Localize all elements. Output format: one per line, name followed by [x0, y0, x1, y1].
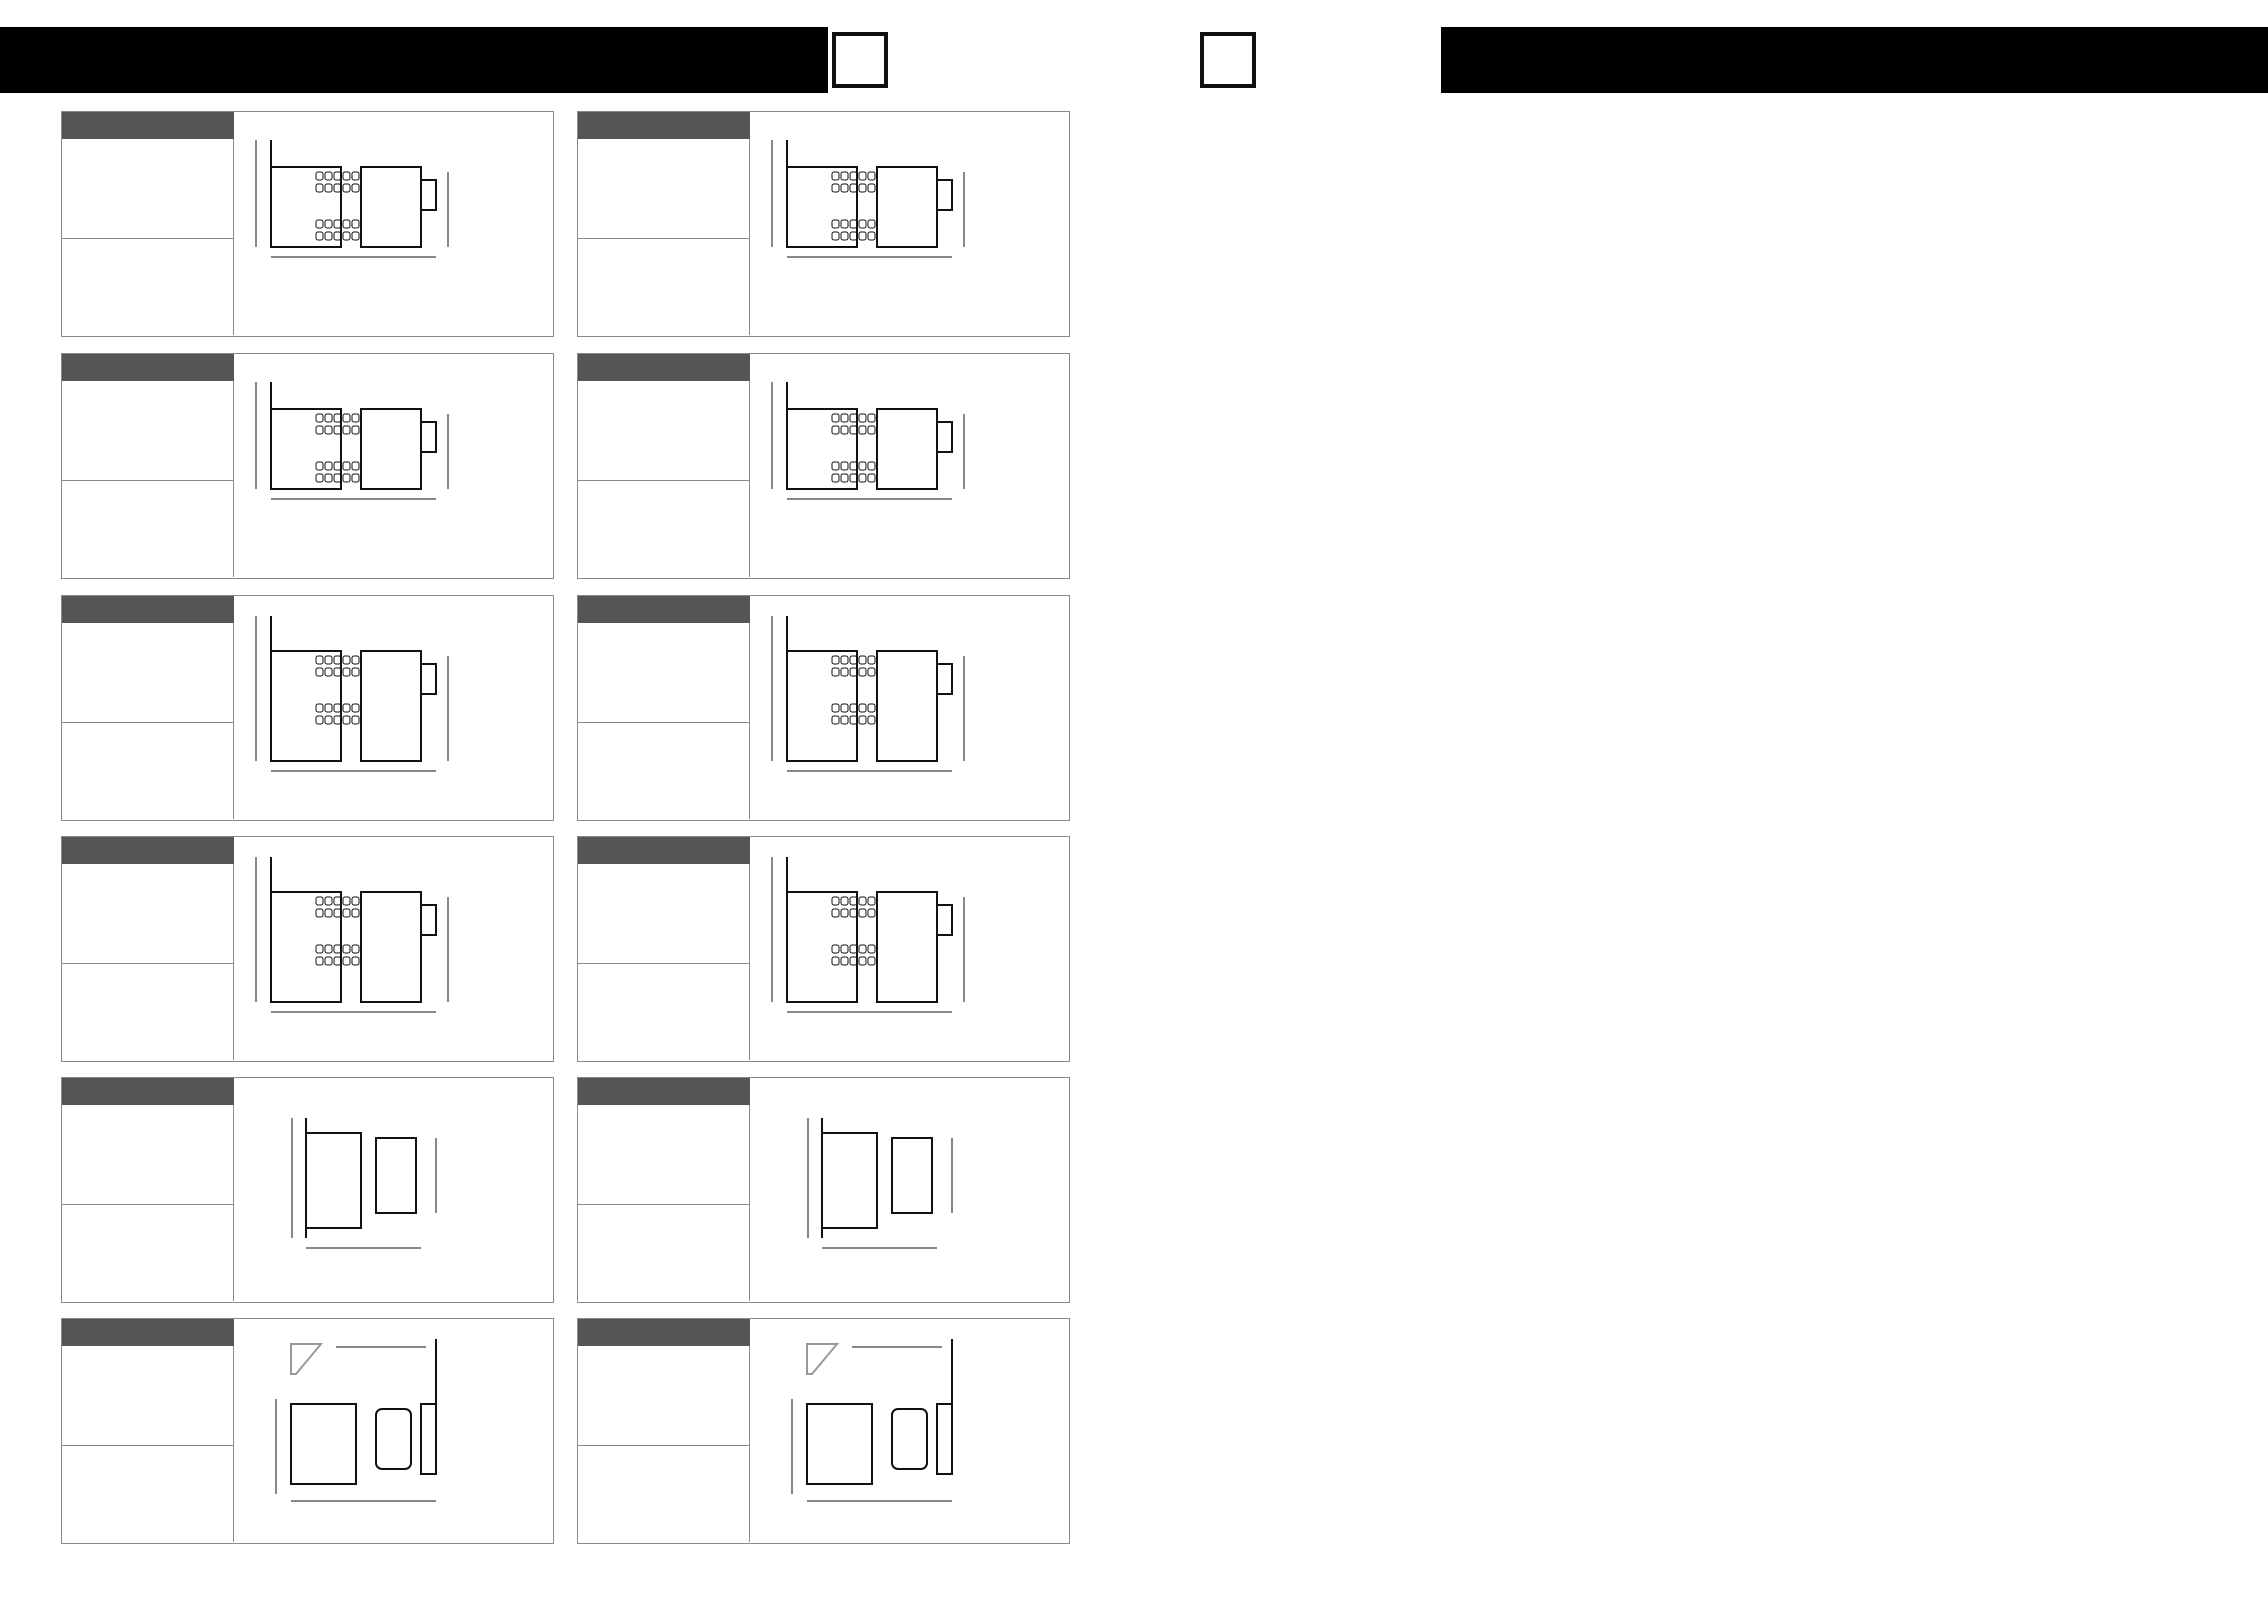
profile-spec [62, 1105, 233, 1205]
profile-drawing-area [236, 596, 552, 819]
profile-code-header [62, 1319, 234, 1346]
profile-code-header [62, 354, 234, 381]
profile-code-header [578, 1078, 750, 1105]
profile-code-header [578, 354, 750, 381]
profile-card [577, 111, 1070, 337]
profile-drawing-area [236, 1319, 552, 1542]
brand-logo-left [828, 27, 896, 93]
profile-section-drawing [787, 382, 952, 489]
profile-drawing [752, 354, 1068, 577]
profile-drawing-area [236, 837, 552, 1060]
profile-info [62, 1105, 234, 1301]
profile-drawing [752, 837, 1068, 1060]
profile-spec [62, 139, 233, 239]
profile-code-header [578, 837, 750, 864]
profile-drawing-area [236, 354, 552, 577]
profile-spec [578, 1346, 749, 1446]
dimension-lines [256, 616, 448, 771]
profile-spec [578, 381, 749, 481]
profile-card [61, 353, 554, 579]
profile-card [61, 1318, 554, 1544]
profile-section-drawing [271, 857, 436, 1002]
profile-info [578, 864, 750, 1060]
profile-drawing [752, 112, 1068, 335]
profile-code-header [62, 1078, 234, 1105]
profile-drawing-area [236, 1078, 552, 1301]
profile-spec [62, 1346, 233, 1446]
profile-info [62, 623, 234, 819]
right-series-title [1441, 27, 2268, 93]
profile-section-drawing [306, 1118, 416, 1238]
profile-card [577, 1077, 1070, 1303]
profile-info [62, 1346, 234, 1542]
profile-code-header [578, 112, 750, 139]
profile-section-drawing [822, 1118, 932, 1238]
profile-card [61, 595, 554, 821]
profile-card [577, 836, 1070, 1062]
logo-mark-icon [832, 32, 888, 88]
profile-drawing-area [752, 112, 1068, 335]
left-series-title [0, 27, 828, 93]
profile-drawing-area [752, 1078, 1068, 1301]
profile-section-drawing [787, 857, 952, 1002]
profile-card [577, 595, 1070, 821]
profile-card [61, 1077, 554, 1303]
profile-info [578, 623, 750, 819]
profile-drawing [236, 1078, 552, 1301]
brand-logo-right [1196, 27, 1264, 93]
profile-info [578, 381, 750, 577]
profile-info [62, 139, 234, 335]
profile-code-header [62, 112, 234, 139]
profile-section-drawing [271, 616, 436, 761]
profile-info [578, 139, 750, 335]
profile-spec [578, 623, 749, 723]
profile-spec [578, 864, 749, 964]
profile-code-header [578, 596, 750, 623]
profile-drawing [752, 1078, 1068, 1301]
profile-card [61, 836, 554, 1062]
dimension-lines [256, 857, 448, 1012]
profile-info [62, 381, 234, 577]
profile-spec [62, 623, 233, 723]
profile-section-drawing [291, 1339, 436, 1484]
logo-mark-icon [1200, 32, 1256, 88]
profile-section-drawing [807, 1339, 952, 1484]
profile-card [577, 1318, 1070, 1544]
profile-info [62, 864, 234, 1060]
profile-drawing [236, 1319, 552, 1542]
profile-spec [578, 1105, 749, 1205]
profile-code-header [578, 1319, 750, 1346]
profile-drawing [236, 837, 552, 1060]
profile-info [578, 1346, 750, 1542]
profile-drawing-area [752, 837, 1068, 1060]
profile-spec [578, 139, 749, 239]
profile-info [578, 1105, 750, 1301]
profile-code-header [62, 596, 234, 623]
profile-drawing-area [752, 354, 1068, 577]
profile-section-drawing [787, 140, 952, 247]
profile-drawing [236, 596, 552, 819]
profile-drawing-area [752, 596, 1068, 819]
profile-code-header [62, 837, 234, 864]
profile-spec [62, 864, 233, 964]
profile-drawing [236, 354, 552, 577]
profile-drawing [236, 112, 552, 335]
profile-drawing-area [752, 1319, 1068, 1542]
profile-drawing [752, 596, 1068, 819]
profile-drawing-area [236, 112, 552, 335]
profile-section-drawing [787, 616, 952, 761]
profile-section-drawing [271, 140, 436, 247]
dimension-lines [772, 616, 964, 771]
profile-spec [62, 381, 233, 481]
profile-card [577, 353, 1070, 579]
profile-drawing [752, 1319, 1068, 1542]
dimension-lines [772, 857, 964, 1012]
profile-section-drawing [271, 382, 436, 489]
profile-card [61, 111, 554, 337]
